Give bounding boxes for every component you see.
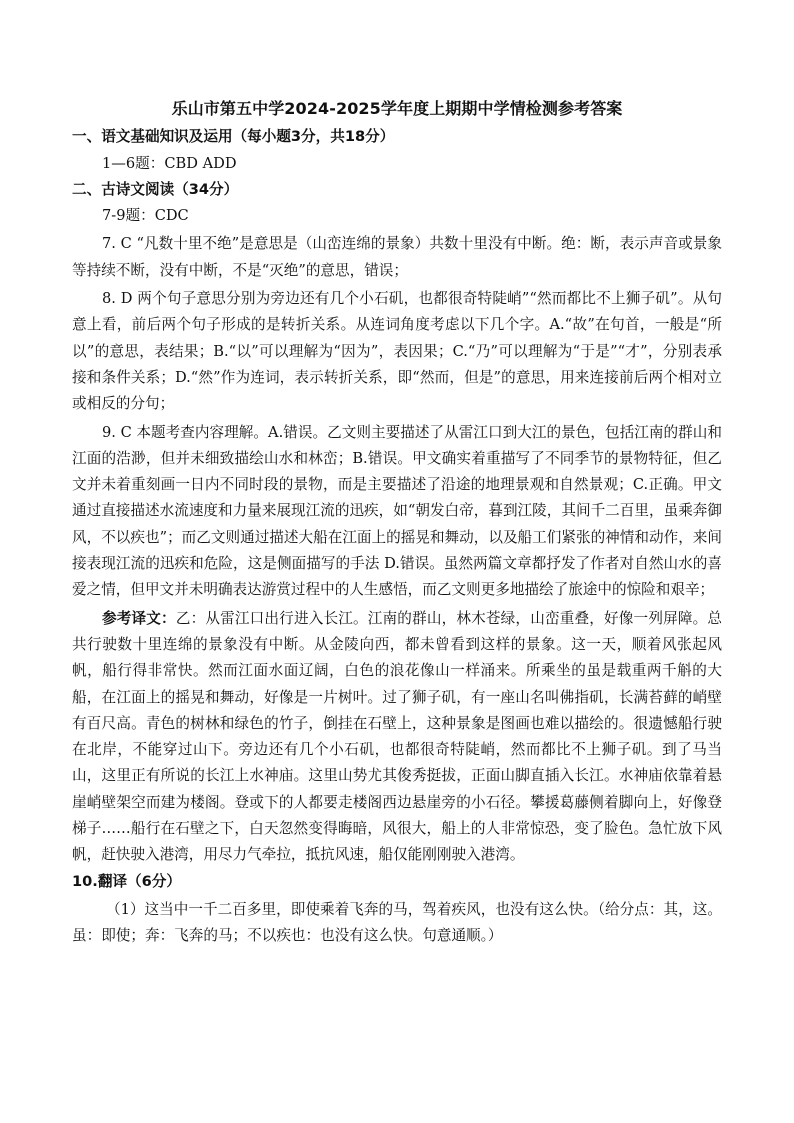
section-2-answers: 7-9题：CDC	[102, 207, 189, 225]
section-1-answers: 1—6题：CBD ADD	[102, 154, 237, 172]
reference-translation-label: 参考译文：	[102, 609, 176, 627]
question-10-item-1: （1）这当中一千二百多里，即使乘着飞奔的马，驾着疾风，也没有这么快。（给分点：其，这。虽：即使；奔：飞奔的马；不以疾也：也没有这么快。句意通顺。）	[72, 900, 722, 945]
question-7-explanation: 7. C “凡数十里不绝”是意思是（山峦连绵的景象）共数十里没有中断。绝：断，表示声音或景象等持续不断，没有中断，不是“灭绝”的意思，错误；	[72, 235, 722, 279]
reference-translation-text: 乙：从雷江口出行进入长江。江南的群山，林木苍绿，山峦重叠，好像一列屏障。总共行驶数十里连绵的景象没有中断。从金陵向西，都未曾看到这样的景象。这一天，顺着风张起风帆，船行得非常快。然而江面水面辽阔，白色的浪花像山一样涌来。所乘坐的虽是载重两千斛的大船，在江面上的摇晃和舞动，好像是一片树叶。过了狮子矶，有一座山名叫佛指矶，长满苔藓的峭壁有百尺高。青色的树林和绿色的竹子，倒挂在石壁上，这种景象是图画也难以描绘的。很遗憾船行驶在北岸，不能穿过山下。旁边还有几个小石矶，也都很奇特陡峭，然而都比不上狮子矶。到了马当山，这里正有所说的长江上水神庙。这里山势尤其俊秀挺拔，正面山脚直插入长江。水神庙依靠着悬崖峭壁架空而建为楼阁。登或下的人都要走楼阁西边悬崖旁的小石径。攀援葛藤侧着脚向上，好像登梯子……船行在石壁之下，白天忽然变得晦暗，风很大，船上的人非常惊恐，变了脸色。急忙放下风帆，赶快驶入港湾，用尽力气牵拉，抵抗风速，船仅能刚刚驶入港湾。	[72, 609, 722, 864]
document-title: 乐山市第五中学2024-2025学年度上期期中学情检测参考答案	[171, 99, 623, 118]
section-1-heading: 一、语文基础知识及运用（每小题3分，共18分）	[72, 128, 395, 146]
answer-sheet-page	[72, 96, 722, 950]
question-10-heading: 10.翻译（6分）	[72, 872, 181, 890]
question-8-explanation: 8. D 两个句子意思分别为旁边还有几个小石矶，也都很奇特陡峭”“然而都比不上狮子矶”。从句意上看，前后两个句子形成的是转折关系。从连词角度考虑以下几个字。A.“故”在句首，一般是“所以”的意思，表结果；B.“以”可以理解为“因为”，表因果；C.“乃”可以理解为“于是”“才”，分别表承接和条件关系；D.“然”作为连词，表示转折关系，即“然而，但是”的意思，用来连接前后两个相对立或相反的分句；	[72, 290, 722, 413]
reference-translation	[72, 606, 722, 869]
question-9-explanation: 9. C 本题考查内容理解。A.错误。乙文则主要描述了从雷江口到大江的景色，包括江南的群山和江面的浩渺，但并未细致描绘山水和林峦；B.错误。甲文确实着重描写了不同季节的景物特征，但乙文并未着重刻画一日内不同时段的景物，而是主要描述了沿途的地理景观和自然景观；C.正确。甲文通过直接描述水流速度和力量来展现江流的迅疾，如“朝发白帝，暮到江陵，其间千二百里，虽乘奔御风，不以疾也”；而乙文则通过描述大船在江面上的摇晃和舞动，以及船工们紧张的神情和动作，来间接表现江流的迅疾和危险，这是侧面描写的手法 D.错误。虽然两篇文章都抒发了作者对自然山水的喜爱之情，但甲文并未明确表达游赏过程中的人生感悟，而乙文则更多地描绘了旅途中的惊险和艰辛；	[72, 423, 722, 599]
section-2-heading: 二、古诗文阅读（34分）	[72, 180, 239, 198]
